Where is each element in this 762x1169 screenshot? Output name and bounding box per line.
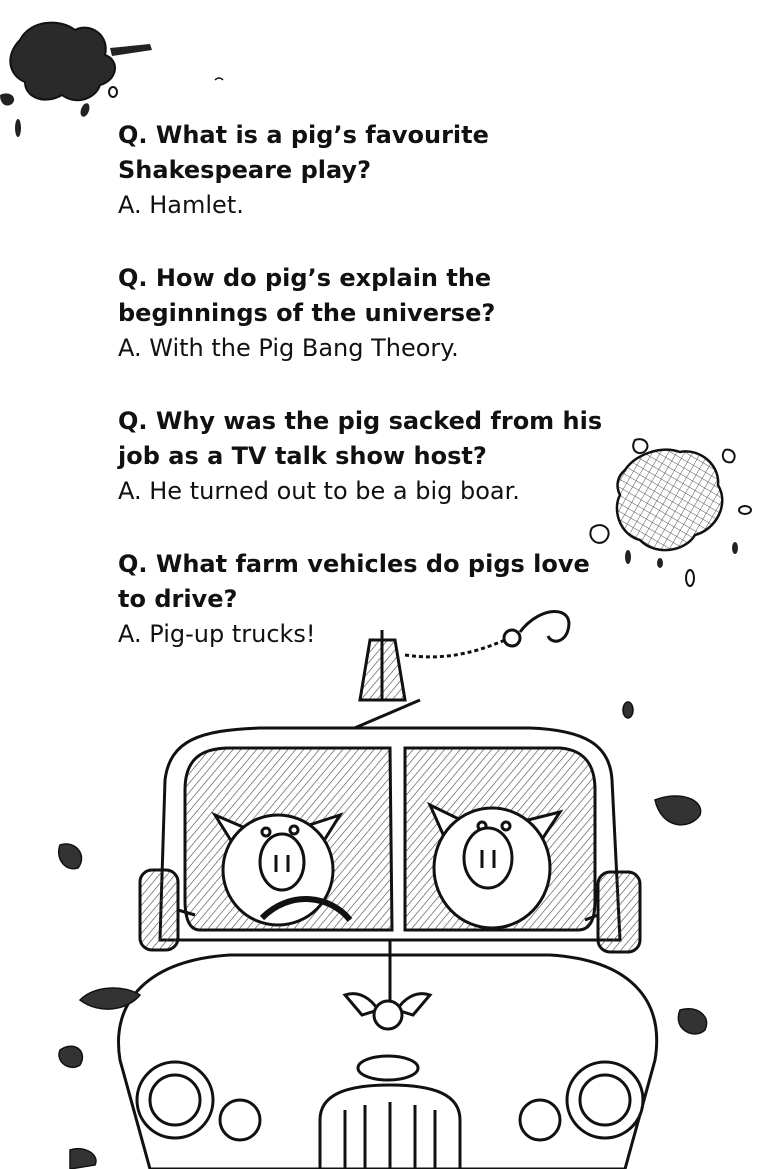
joke-question: Q. Why was the pig sacked from his job as a TV talk show host? (118, 407, 603, 470)
jokes-list (118, 118, 618, 690)
joke-answer: A. He turned out to be a big boar. (118, 477, 520, 505)
flying-pig-emblem-icon (345, 994, 430, 1029)
joke-item (118, 261, 618, 366)
joke-question: Q. What farm vehicles do pigs love to drive? (118, 550, 590, 613)
joke-item (118, 547, 618, 652)
pig-truck-illustration (118, 611, 656, 1169)
pig-driver-left (215, 815, 350, 925)
mud-splash-icon (59, 702, 707, 1169)
joke-question: Q. How do pig’s explain the beginnings of the universe? (118, 264, 496, 327)
joke-item (118, 404, 618, 509)
joke-answer: A. With the Pig Bang Theory. (118, 334, 459, 362)
pig-passenger-right (430, 805, 560, 928)
joke-answer: A. Pig-up trucks! (118, 620, 316, 648)
joke-question: Q. What is a pig’s favourite Shakespeare play? (118, 121, 489, 184)
joke-answer: A. Hamlet. (118, 191, 244, 219)
joke-item (118, 118, 618, 223)
